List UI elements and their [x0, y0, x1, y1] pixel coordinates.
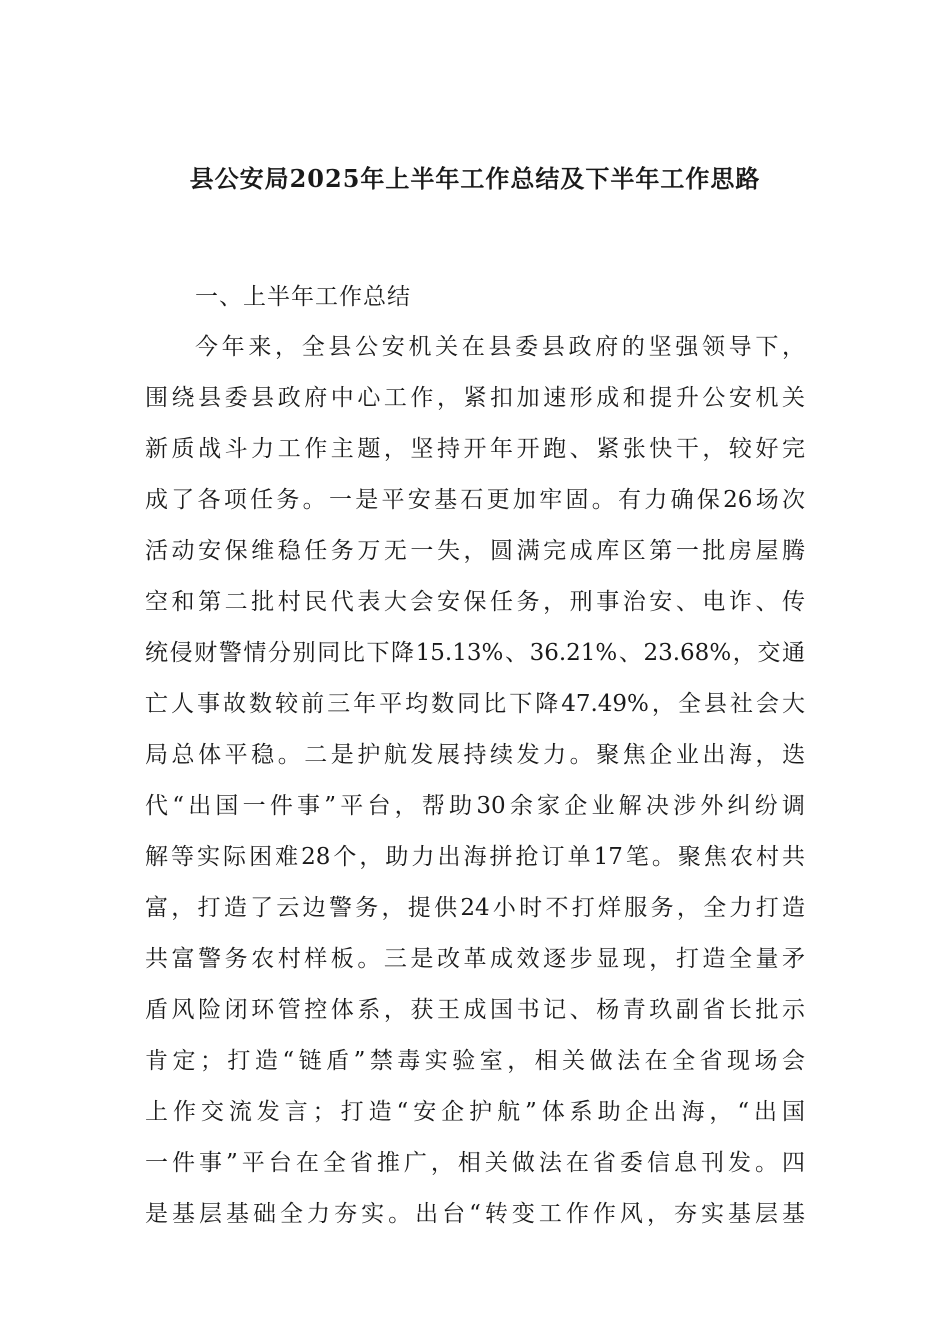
paragraph-line: 是基层基础全力夯实。出台“转变工作作风，夯实基层基 — [145, 1201, 805, 1227]
paragraph-line: 新质战斗力工作主题，坚持开年开跑、紧张快干，较好完 — [145, 436, 805, 462]
paragraph-line: 一件事”平台在全省推广，相关做法在省委信息刊发。四 — [145, 1150, 805, 1176]
paragraph-line: 盾风险闭环管控体系，获王成国书记、杨青玖副省长批示 — [145, 997, 805, 1023]
paragraph-line: 上作交流发言；打造“安企护航”体系助企出海，“出国 — [145, 1099, 805, 1125]
paragraph-line: 肯定；打造“链盾”禁毒实验室，相关做法在全省现场会 — [145, 1048, 805, 1074]
paragraph-line: 共富警务农村样板。三是改革成效逐步显现，打造全量矛 — [145, 946, 805, 972]
paragraph-line: 亡人事故数较前三年平均数同比下降47.49%，全县社会大 — [145, 691, 805, 717]
paragraph-line: 空和第二批村民代表大会安保任务，刑事治安、电诈、传 — [145, 589, 805, 615]
paragraph-line: 今年来，全县公安机关在县委县政府的坚强领导下， — [195, 334, 805, 360]
paragraph-line: 围绕县委县政府中心工作，紧扣加速形成和提升公安机关 — [145, 385, 805, 411]
paragraph-line: 富，打造了云边警务，提供24小时不打烊服务，全力打造 — [145, 895, 805, 921]
document-title: 县公安局2025年上半年工作总结及下半年工作思路 — [189, 164, 761, 193]
paragraph-line: 统侵财警情分别同比下降15.13%、36.21%、23.68%，交通 — [145, 640, 805, 666]
paragraph-line: 局总体平稳。二是护航发展持续发力。聚焦企业出海，迭 — [145, 742, 805, 768]
paragraph-line: 解等实际困难28个，助力出海拼抢订单17笔。聚焦农村共 — [145, 844, 805, 870]
paragraph-line: 成了各项任务。一是平安基石更加牢固。有力确保26场次 — [145, 487, 805, 513]
paragraph-line: 代“出国一件事”平台，帮助30余家企业解决涉外纠纷调 — [145, 793, 805, 819]
paragraph-line: 活动安保维稳任务万无一失，圆满完成库区第一批房屋腾 — [145, 538, 805, 564]
section-heading: 一、上半年工作总结 — [195, 284, 411, 310]
